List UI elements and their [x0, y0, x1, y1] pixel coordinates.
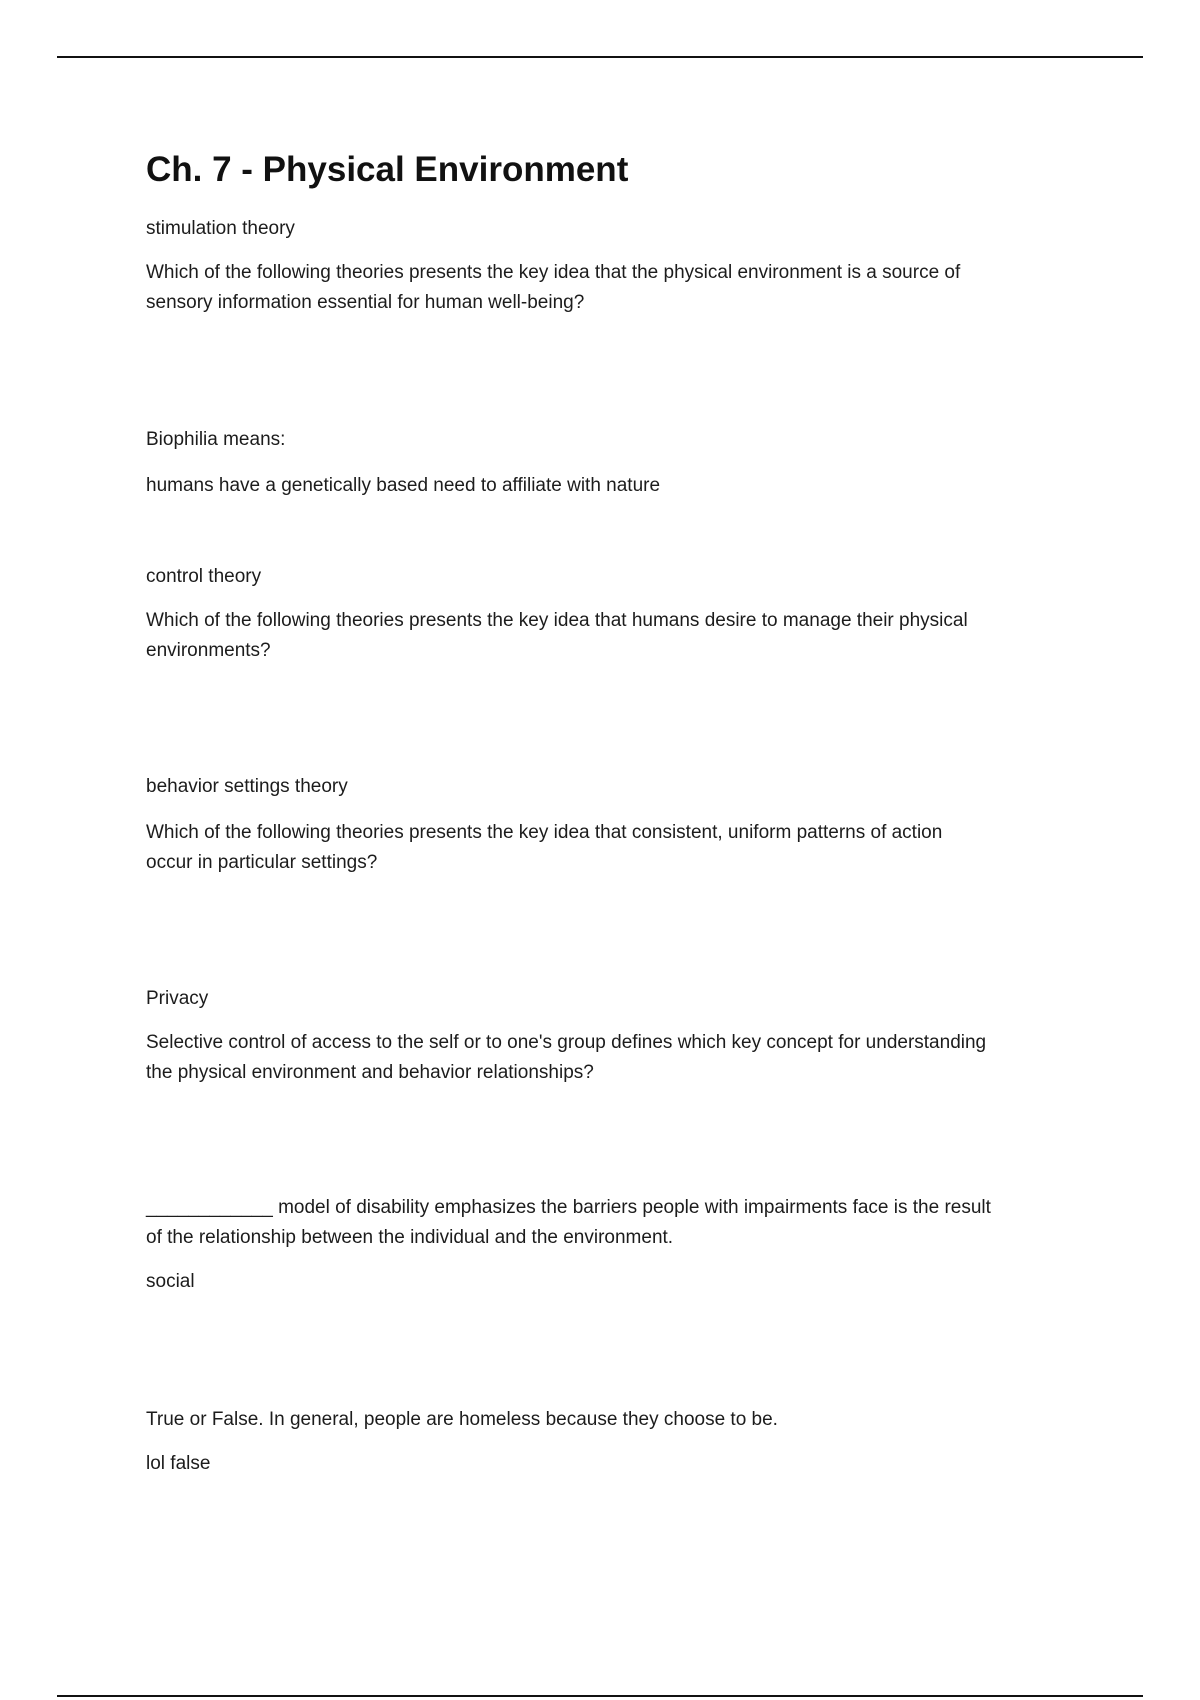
card-definition: lol false	[146, 1453, 211, 1474]
card-definition: humans have a genetically based need to affiliate with nature	[146, 475, 661, 496]
flashcard-1	[146, 214, 1066, 318]
document-body	[146, 146, 1066, 194]
card-term: Privacy	[146, 988, 209, 1009]
page-title: Ch. 7 - Physical Environment	[146, 150, 629, 189]
card-definition: Which of the following theories presents the key idea that humans desire to manage their physical environments?	[146, 610, 968, 661]
flashcard-5	[146, 984, 1066, 1088]
card-term: Biophilia means:	[146, 429, 286, 450]
card-term: behavior settings theory	[146, 776, 348, 797]
card-term: ____________ model of disability emphasizes the barriers people with impairments face is the result of the relationship between the individual and the environment.	[146, 1197, 991, 1248]
footer-rule	[57, 1695, 1143, 1697]
card-term: control theory	[146, 566, 262, 587]
flashcard-2	[146, 425, 1066, 501]
flashcard-3	[146, 562, 1066, 666]
card-definition: social	[146, 1271, 195, 1292]
card-term: stimulation theory	[146, 218, 295, 239]
flashcard-7	[146, 1405, 1066, 1479]
header-rule	[57, 56, 1143, 58]
card-definition: Selective control of access to the self or to one's group defines which key concept for understanding the physical environment and behavior relationships?	[146, 1032, 987, 1083]
flashcard-4	[146, 772, 1066, 878]
card-definition: Which of the following theories presents the key idea that the physical environment is a source of sensory information essential for human well-being?	[146, 262, 961, 313]
card-definition: Which of the following theories presents the key idea that consistent, uniform patterns of action occur in particular settings?	[146, 822, 943, 873]
card-term: True or False. In general, people are homeless because they choose to be.	[146, 1409, 778, 1430]
flashcard-6	[146, 1193, 1066, 1297]
